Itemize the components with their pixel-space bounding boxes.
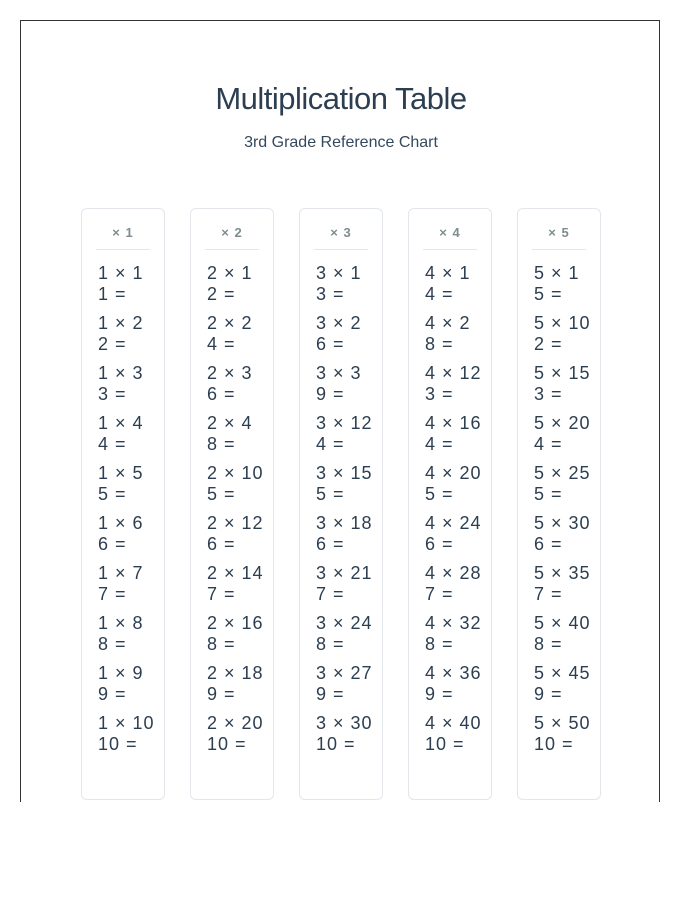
fact-item: 1 × 5 5 = (98, 463, 144, 504)
fact-item: 2 × 14 7 = (207, 563, 264, 604)
fact-item: 5 × 35 7 = (534, 563, 591, 604)
fact-item: 4 × 28 7 = (425, 563, 482, 604)
fact-item: 3 × 15 5 = (316, 463, 373, 504)
fact-item: 5 × 1 5 = (534, 263, 580, 304)
fact-item: 5 × 50 10 = (534, 713, 591, 754)
fact-item: 4 × 24 6 = (425, 513, 482, 554)
fact-item: 2 × 2 4 = (207, 313, 253, 354)
fact-item: 2 × 16 8 = (207, 613, 264, 654)
fact-item: 1 × 7 7 = (98, 563, 144, 604)
fact-item: 1 × 9 9 = (98, 663, 144, 704)
fact-item: 1 × 8 8 = (98, 613, 144, 654)
fact-item: 2 × 1 2 = (207, 263, 253, 304)
fact-item: 1 × 6 6 = (98, 513, 144, 554)
fact-item: 4 × 36 9 = (425, 663, 482, 704)
fact-item: 5 × 30 6 = (534, 513, 591, 554)
fact-item: 3 × 18 6 = (316, 513, 373, 554)
column-header: × 2 (205, 225, 259, 250)
fact-item: 5 × 40 8 = (534, 613, 591, 654)
column-header: × 5 (532, 225, 586, 250)
column-times-2 (190, 208, 274, 800)
fact-list (98, 263, 158, 763)
column-header: × 3 (314, 225, 368, 250)
fact-item: 2 × 20 10 = (207, 713, 264, 754)
fact-list (316, 263, 376, 763)
fact-item: 4 × 16 4 = (425, 413, 482, 454)
fact-item: 1 × 4 4 = (98, 413, 144, 454)
fact-item: 4 × 1 4 = (425, 263, 471, 304)
fact-item: 5 × 10 2 = (534, 313, 591, 354)
fact-item: 1 × 1 1 = (98, 263, 144, 304)
column-times-1 (81, 208, 165, 800)
fact-item: 3 × 24 8 = (316, 613, 373, 654)
fact-item: 4 × 12 3 = (425, 363, 482, 404)
fact-item: 3 × 1 3 = (316, 263, 362, 304)
fact-item: 3 × 12 4 = (316, 413, 373, 454)
column-header: × 4 (423, 225, 477, 250)
fact-item: 3 × 21 7 = (316, 563, 373, 604)
fact-item: 3 × 3 9 = (316, 363, 362, 404)
page-subtitle: 3rd Grade Reference Chart (244, 134, 438, 151)
page-title: Multiplication Table (215, 81, 467, 116)
column-times-5 (517, 208, 601, 800)
table-columns (81, 208, 601, 802)
column-times-3 (299, 208, 383, 800)
column-times-4 (408, 208, 492, 800)
fact-item: 3 × 27 9 = (316, 663, 373, 704)
reference-sheet (20, 20, 660, 802)
fact-item: 1 × 10 10 = (98, 713, 155, 754)
fact-item: 5 × 20 4 = (534, 413, 591, 454)
fact-item: 2 × 3 6 = (207, 363, 253, 404)
fact-list (534, 263, 594, 763)
fact-item: 1 × 3 3 = (98, 363, 144, 404)
fact-item: 5 × 15 3 = (534, 363, 591, 404)
fact-item: 5 × 25 5 = (534, 463, 591, 504)
fact-item: 4 × 40 10 = (425, 713, 482, 754)
fact-list (207, 263, 267, 763)
fact-item: 3 × 30 10 = (316, 713, 373, 754)
column-header: × 1 (96, 225, 150, 250)
fact-item: 4 × 32 8 = (425, 613, 482, 654)
fact-item: 3 × 2 6 = (316, 313, 362, 354)
fact-item: 4 × 2 8 = (425, 313, 471, 354)
fact-item: 2 × 10 5 = (207, 463, 264, 504)
fact-item: 5 × 45 9 = (534, 663, 591, 704)
fact-list (425, 263, 485, 763)
fact-item: 4 × 20 5 = (425, 463, 482, 504)
fact-item: 2 × 12 6 = (207, 513, 264, 554)
fact-item: 1 × 2 2 = (98, 313, 144, 354)
fact-item: 2 × 18 9 = (207, 663, 264, 704)
fact-item: 2 × 4 8 = (207, 413, 253, 454)
